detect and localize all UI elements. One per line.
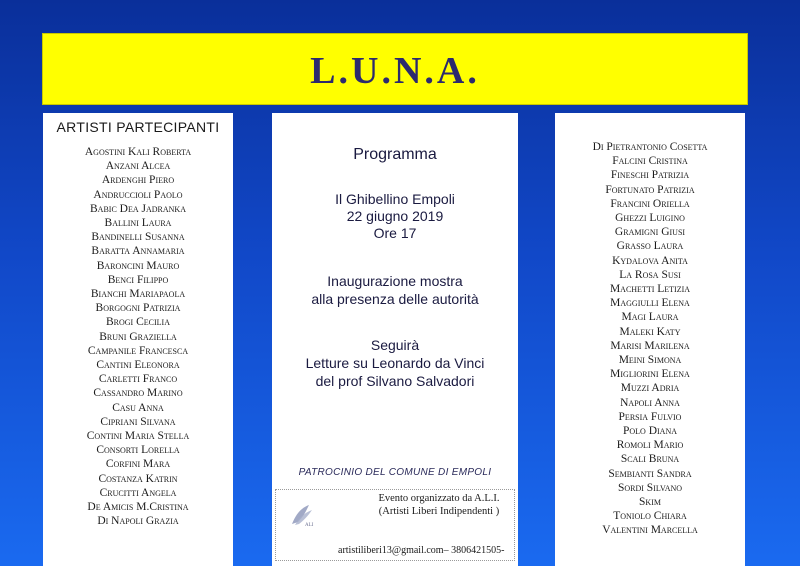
artist-name: Marisi Marilena bbox=[610, 339, 690, 352]
artist-name: Costanza Katrin bbox=[98, 472, 178, 485]
artist-name: Borgogni Patrizia bbox=[95, 302, 181, 315]
artist-name: Skim bbox=[639, 496, 661, 509]
event-time: Ore 17 bbox=[373, 225, 417, 241]
artist-name: Casu Anna bbox=[112, 401, 164, 414]
artist-name: Napoli Anna bbox=[620, 396, 680, 409]
artist-name: Toniolo Chiara bbox=[613, 510, 687, 523]
artist-name: Ardenghi Piero bbox=[101, 174, 175, 187]
artist-name: Consorti Lorella bbox=[96, 444, 180, 457]
right-artist-list bbox=[555, 140, 745, 538]
artist-name: Kydalova Anita bbox=[612, 254, 688, 267]
artist-name: De Amicis M.Cristina bbox=[87, 501, 189, 514]
right-artists-panel bbox=[555, 113, 745, 566]
organizer-text bbox=[364, 492, 514, 518]
venue: Il Ghibellino Empoli bbox=[335, 191, 455, 207]
artist-name: Anzani Alcea bbox=[105, 160, 171, 173]
artist-name: Crucitti Angela bbox=[99, 486, 177, 499]
organizer-line-2: (Artisti Liberi Indipendenti ) bbox=[378, 506, 500, 517]
left-artist-list bbox=[43, 145, 233, 528]
contact-info: artistiliberi13@gmail.com– 3806421505- bbox=[338, 545, 505, 556]
event-title: L.U.N.A. bbox=[310, 50, 480, 92]
organizer-box bbox=[275, 489, 515, 561]
artist-name: Valentini Marcella bbox=[602, 524, 698, 537]
artist-name: Baroncini Mauro bbox=[96, 259, 180, 272]
left-artists-panel bbox=[43, 113, 233, 566]
artist-name: Sordi Silvano bbox=[617, 481, 683, 494]
artist-name: Migliorini Elena bbox=[610, 368, 690, 381]
artist-name: Agostini Kali Roberta bbox=[84, 146, 192, 158]
artist-name: Andruccioli Paolo bbox=[93, 188, 183, 201]
svg-text:ALI: ALI bbox=[305, 523, 314, 528]
artist-name: Benci Filippo bbox=[107, 273, 169, 286]
artist-name: Ballini Laura bbox=[104, 217, 172, 230]
artist-name: Sembianti Sandra bbox=[608, 467, 692, 480]
artist-name: Fineschi Patrizia bbox=[610, 169, 690, 182]
patronage-note: PATROCINIO DEL COMUNE DI EMPOLI bbox=[298, 467, 492, 478]
artist-name: Cantini Eleonora bbox=[96, 359, 180, 372]
event-details bbox=[272, 191, 518, 242]
inauguration-line-2: alla presenza delle autorità bbox=[311, 291, 479, 307]
artist-name: Polo Diana bbox=[622, 425, 677, 438]
organizer-line-1: Evento organizzato da A.L.I. bbox=[378, 493, 500, 504]
artist-name: Brogi Cecilia bbox=[106, 316, 170, 329]
artist-name: Contini Maria Stella bbox=[86, 430, 190, 443]
ali-logo-icon bbox=[289, 502, 315, 528]
artists-heading: ARTISTI PARTECIPANTI bbox=[56, 119, 220, 135]
followup-block bbox=[272, 336, 518, 390]
artist-name: Cipriani Silvana bbox=[100, 415, 176, 428]
title-banner bbox=[42, 33, 748, 105]
artist-name: Di Napoli Grazia bbox=[97, 515, 179, 528]
artist-name: Romoli Mario bbox=[616, 439, 684, 452]
followup-line-2: Letture su Leonardo da Vinci bbox=[305, 355, 485, 371]
artist-name: Maleki Katy bbox=[619, 325, 681, 338]
artist-name: Cassandro Marino bbox=[93, 387, 183, 400]
artist-name: Magi Laura bbox=[621, 311, 679, 324]
followup-line-3: del prof Silvano Salvadori bbox=[315, 373, 475, 389]
artist-name: Campanile Francesca bbox=[87, 344, 189, 357]
artist-name: Francini Oriella bbox=[610, 197, 690, 210]
artist-name: Scali Bruna bbox=[620, 453, 680, 466]
artist-name: Muzzi Adria bbox=[620, 382, 680, 395]
program-title: Programma bbox=[353, 146, 437, 163]
inauguration-line-1: Inaugurazione mostra bbox=[327, 273, 463, 289]
artist-name: Bruni Graziella bbox=[99, 330, 177, 343]
artist-name: Gramigni Giusi bbox=[614, 226, 686, 239]
artist-name: Persia Fulvio bbox=[618, 410, 682, 423]
artist-name: Ghezzi Luigino bbox=[615, 212, 685, 225]
inauguration-block bbox=[272, 272, 518, 308]
event-date: 22 giugno 2019 bbox=[346, 208, 444, 224]
artist-name: Corfini Mara bbox=[105, 458, 171, 471]
program-panel bbox=[272, 113, 518, 566]
artist-name: Baratta Annamaria bbox=[91, 245, 185, 258]
artist-name: Machetti Letizia bbox=[609, 283, 691, 296]
artist-name: Grasso Laura bbox=[616, 240, 684, 253]
artist-name: Bandinelli Susanna bbox=[91, 231, 185, 244]
followup-line-1: Seguirà bbox=[370, 337, 420, 353]
artist-name: Carletti Franco bbox=[98, 373, 178, 386]
artist-name: Fortunato Patrizia bbox=[605, 183, 695, 196]
artist-name: Falcini Cristina bbox=[612, 155, 688, 168]
artist-name: Bianchi Mariapaola bbox=[90, 288, 186, 301]
artist-name: Meini Simona bbox=[618, 354, 682, 367]
artist-name: Di Pietrantonio Cosetta bbox=[592, 141, 708, 153]
artist-name: Babic Dea Jadranka bbox=[90, 202, 186, 215]
artist-name: Maggiulli Elena bbox=[610, 297, 690, 310]
artist-name: La Rosa Susi bbox=[619, 268, 681, 281]
